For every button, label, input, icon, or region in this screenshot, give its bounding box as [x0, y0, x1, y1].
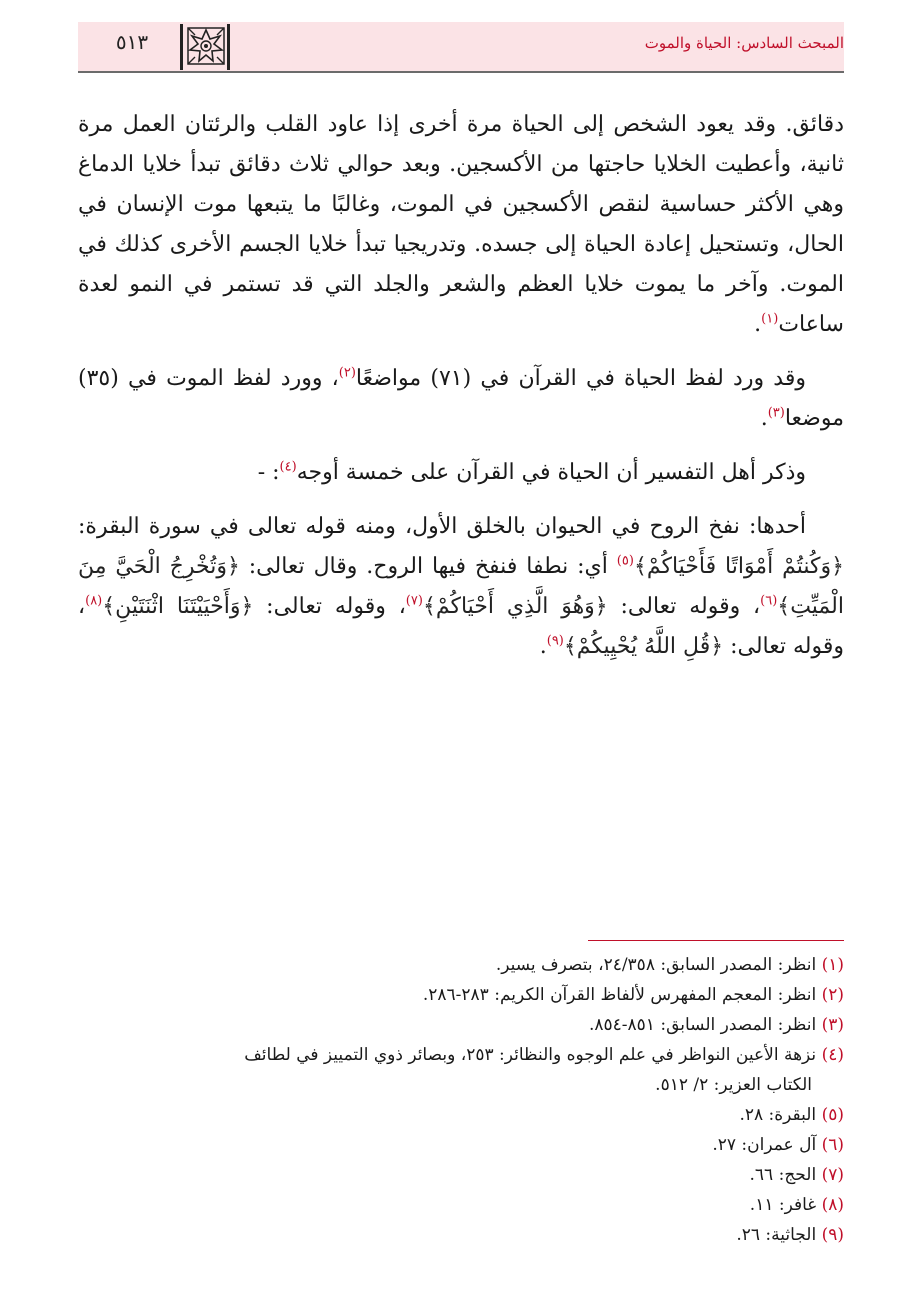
quran-verse: ﴿وَأَحْيَيْتَنَا اثْنَتَيْنِ﴾ — [102, 594, 254, 619]
footnote-text: غافر: ١١. — [749, 1195, 822, 1215]
footnote-ref[interactable]: (٣) — [767, 405, 785, 421]
footnote-number: (٧) — [821, 1165, 844, 1185]
footnote-text: نزهة الأعين النواظر في علم الوجوه والنظائر: ٢٥٣، وبصائر ذوي التمييز في لطائف — [244, 1045, 822, 1065]
footnote-item — [78, 1010, 844, 1040]
paragraph-text: أحدها: نفخ الروح في الحيوان بالخلق الأول، ومنه قوله تعالى في سورة البقرة: — [78, 514, 806, 539]
paragraph-text: ، وورد لفظ الموت في (٣٥) موضعا — [78, 366, 844, 431]
footnote-number: (١) — [821, 955, 844, 975]
paragraph-text: وقد ورد لفظ الحياة في القرآن في (٧١) مواضعًا — [355, 366, 806, 391]
paragraph-text: . — [754, 312, 762, 337]
footnote-item — [78, 1130, 844, 1160]
paragraph-text: وذكر أهل التفسير أن الحياة في القرآن على خمسة أوجه — [296, 460, 806, 485]
running-title: المبحث السادس: الحياة والموت — [644, 34, 844, 52]
footnote-text: انظر: المصدر السابق: ٨٥١-٨٥٤. — [588, 1015, 822, 1035]
paragraph-text: ، وقوله تعالى: — [607, 594, 761, 619]
footnote-text: انظر: المصدر السابق: ٢٤/٣٥٨، بتصرف يسير. — [495, 955, 822, 975]
footnote-item — [78, 980, 844, 1010]
footnote-number: (٥) — [821, 1105, 844, 1125]
footnote-item — [78, 950, 844, 980]
footnote-ref[interactable]: (٨) — [85, 593, 103, 609]
footnote-number: (٦) — [821, 1135, 844, 1155]
footnote-text: انظر: المعجم المفهرس لألفاظ القرآن الكريم: ٢٨٣-٢٨٦. — [422, 985, 822, 1005]
footnote-number: (٤) — [821, 1045, 844, 1065]
footnote-item — [78, 1100, 844, 1130]
footnote-item — [78, 1190, 844, 1220]
paragraph-2 — [78, 359, 844, 439]
footnote-text: آل عمران: ٢٧. — [712, 1135, 822, 1155]
paragraph-text: . — [539, 634, 547, 659]
page-number: ٥١٣ — [115, 30, 149, 54]
footnote-item — [78, 1160, 844, 1190]
main-text — [78, 105, 844, 681]
quran-verse: ﴿قُلِ اللَّهُ يُحْيِيكُمْ﴾ — [563, 634, 724, 659]
footnote-number: (٢) — [821, 985, 844, 1005]
paragraph-text: ، وقوله تعالى: — [78, 594, 844, 659]
paragraph-text: . — [760, 406, 768, 431]
footnote-item — [78, 1220, 844, 1250]
footnote-text: الجاثية: ٢٦. — [736, 1225, 822, 1245]
footnote-ref[interactable]: (٥) — [616, 553, 634, 569]
paragraph-4 — [78, 507, 844, 667]
paragraph-1 — [78, 105, 844, 345]
islamic-star-ornament-icon — [180, 24, 230, 70]
paragraph-text: ، وقوله تعالى: — [253, 594, 406, 619]
paragraph-text: دقائق. وقد يعود الشخص إلى الحياة مرة أخرى إذا عاود القلب والرئتان العمل مرة ثانية، وأعطيت الخلايا حاجتها من الأكسجين. وبعد حوالي ثلاث دقائق تبدأ خلايا الدماغ وهي الأكثر حساسية لنقص الأكسجين في الموت، وغالبًا ما يتبعها موت الإنسان في الحال، وتستحيل إعادة الحياة إلى جسده. وتدريجيا تبدأ خلايا الجسم الأخرى كذلك في الموت. وآخر ما يموت خلايا العظم والشعر والجلد التي قد تستمر في النمو لعدة ساعات — [78, 112, 844, 337]
paragraph-text: أي: نطفا فنفخ فيها الروح. وقال تعالى: — [239, 554, 617, 579]
header-rule — [78, 71, 844, 73]
footnote-ref[interactable]: (٦) — [760, 593, 778, 609]
footnote-ref[interactable]: (٧) — [405, 593, 423, 609]
footnote-text: الحج: ٦٦. — [749, 1165, 822, 1185]
footnote-ref[interactable]: (٢) — [338, 365, 356, 381]
footnote-separator — [588, 940, 844, 941]
footnote-ref[interactable]: (١) — [761, 311, 779, 327]
quran-verse: ﴿وَكُنتُمْ أَمْوَاتًا فَأَحْيَاكُمْ﴾ — [633, 554, 845, 579]
paragraph-text: : - — [257, 460, 280, 485]
footnote-item — [78, 1040, 844, 1070]
footnote-number: (٨) — [821, 1195, 844, 1215]
paragraph-3 — [78, 453, 844, 493]
footnote-number: (٩) — [821, 1225, 844, 1245]
footnote-ref[interactable]: (٤) — [279, 459, 297, 475]
footnote-ref[interactable]: (٩) — [546, 633, 564, 649]
footnote-continuation: الكتاب العزير: ٢/ ٥١٢. — [655, 1075, 812, 1095]
footnote-text: البقرة: ٢٨. — [739, 1105, 822, 1125]
footnote-number: (٣) — [821, 1015, 844, 1035]
quran-verse: ﴿وَتُخْرِجُ الْحَيَّ مِنَ الْمَيِّتِ﴾ — [78, 554, 844, 619]
footnotes — [78, 950, 844, 1250]
quran-verse: ﴿وَهُوَ الَّذِي أَحْيَاكُمْ﴾ — [422, 594, 608, 619]
